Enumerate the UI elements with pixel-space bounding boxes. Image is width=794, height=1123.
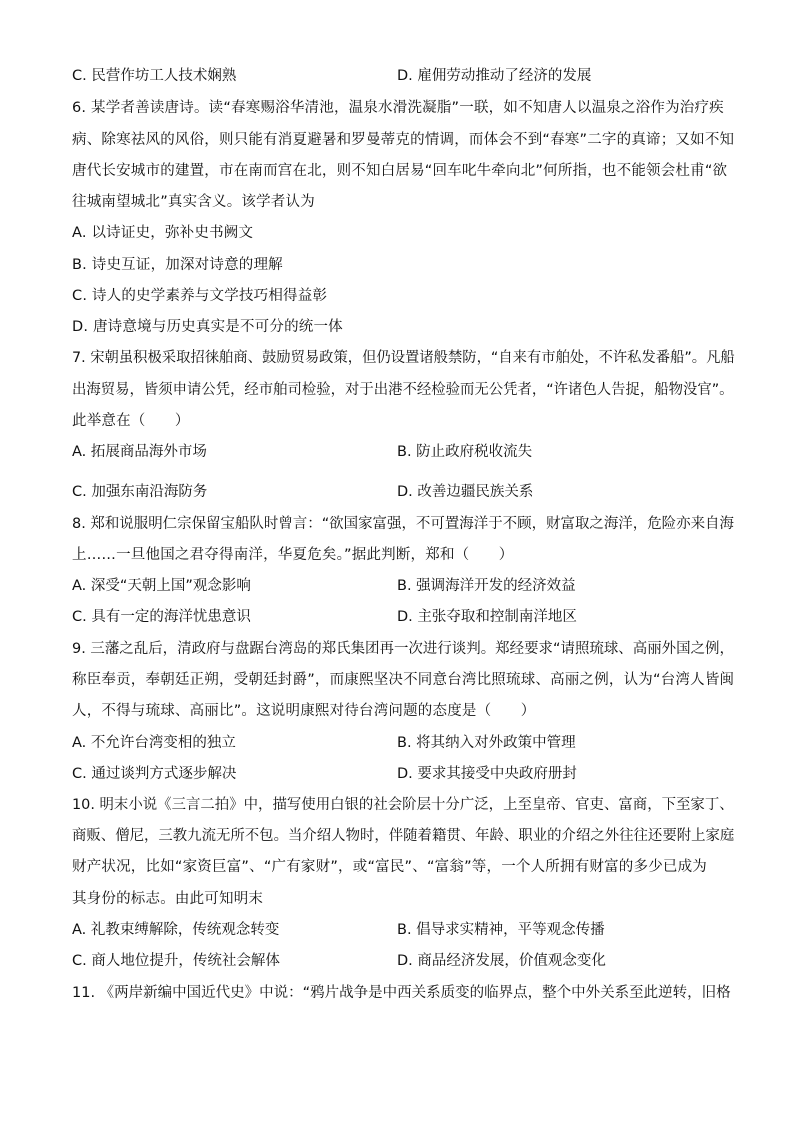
q10-stem-line: 商贩、僧尼，三教九流无所不包。当介绍人物时，伴随着籍贯、年龄、职业的介绍之外往往还要附上家庭 xyxy=(72,828,735,844)
q5-option-d: D. 雇佣劳动推动了经济的发展 xyxy=(397,68,592,84)
q9-stem-line: 人，不得与琉球、高丽比”。这说明康熙对待台湾问题的态度是（ ） xyxy=(72,703,536,719)
q7-option-c: C. 加强东南沿海防务 xyxy=(72,484,208,500)
q8-option-c: C. 具有一定的海洋忧患意识 xyxy=(72,609,251,625)
q8-stem-line: 8. 郑和说服明仁宗保留宝船队时曾言：“欲国家富强，不可置海洋于不顾，财富取之海洋，危险亦来自海 xyxy=(72,516,734,532)
q7-option-b: B. 防止政府税收流失 xyxy=(397,444,533,460)
q11-stem-line: 11. 《两岸新编中国近代史》中说：“鸦片战争是中西关系质变的临界点，整个中外关系至此逆转，旧格 xyxy=(72,985,731,1001)
q10-stem-line: 10. 明末小说《三言二拍》中，描写使用白银的社会阶层十分广泛，上至皇帝、官吏、富商，下至家丁、 xyxy=(72,797,734,813)
q6-stem-line: 往城南望城北”真实含义。该学者认为 xyxy=(72,194,315,210)
q10-stem-line: 财产状况，比如“家资巨富”、“广有家财”，或“富民”、“富翁”等，一个人所拥有财富的多少已成为 xyxy=(72,859,707,875)
q6-option-b: B. 诗史互证，加深对诗意的理解 xyxy=(72,257,283,273)
q10-option-d: D. 商品经济发展，价值观念变化 xyxy=(397,953,606,969)
q7-option-d: D. 改善边疆民族关系 xyxy=(397,484,534,500)
q7-stem-line: 出海贸易，皆须申请公凭，经市舶司检验，对于出港不经检验而无公凭者，“许诸色人告捉，船物没官”。 xyxy=(72,382,734,398)
q6-option-c: C. 诗人的史学素养与文学技巧相得益彰 xyxy=(72,288,328,304)
q7-stem-line: 7. 宋朝虽积极采取招徕舶商、鼓励贸易政策，但仍设置诸般禁防，“自来有市舶处，不许私发番船”。凡船 xyxy=(72,350,735,366)
q6-stem-line: 唐代长安城市的建置，市在南而宫在北，则不知白居易“回车叱牛牵向北”何所指，也不能领会杜甫“欲 xyxy=(72,163,728,179)
q9-stem-line: 称臣奉贡，奉朝廷正朔，受朝廷封爵”，而康熙坚决不同意台湾比照琉球、高丽之例，认为“台湾人皆闽 xyxy=(72,672,735,688)
q9-option-d: D. 要求其接受中央政府册封 xyxy=(397,766,577,782)
q8-option-d: D. 主张夺取和控制南洋地区 xyxy=(397,609,577,625)
q6-option-a: A. 以诗证史，弥补史书阙文 xyxy=(72,225,254,241)
q6-stem-line: 病、除寒祛风的风俗，则只能有消夏避暑和罗曼蒂克的情调，而体会不到“春寒”二字的真谛；又如不知 xyxy=(72,132,735,148)
q7-stem-line: 此举意在（ ） xyxy=(72,413,190,429)
q5-option-c: C. 民营作坊工人技术娴熟 xyxy=(72,68,237,84)
q10-option-b: B. 倡导求实精神，平等观念传播 xyxy=(397,922,605,938)
q6-stem-line: 6. 某学者善读唐诗。读“春寒赐浴华清池，温泉水滑洗凝脂”一联，如不知唐人以温泉之浴作为治疗疾 xyxy=(72,100,724,116)
q9-stem-line: 9. 三藩之乱后，清政府与盘踞台湾岛的郑氏集团再一次进行谈判。郑经要求“请照琉球、高丽外国之例， xyxy=(72,641,734,657)
q10-stem-line: 其身份的标志。由此可知明末 xyxy=(72,891,264,907)
q9-option-a: A. 不允许台湾变相的独立 xyxy=(72,735,236,751)
q9-option-c: C. 通过谈判方式逐步解决 xyxy=(72,766,237,782)
q8-option-b: B. 强调海洋开发的经济效益 xyxy=(397,578,576,594)
q10-option-a: A. 礼教束缚解除，传统观念转变 xyxy=(72,922,280,938)
q10-option-c: C. 商人地位提升，传统社会解体 xyxy=(72,953,280,969)
q9-option-b: B. 将其纳入对外政策中管理 xyxy=(397,735,576,751)
q6-option-d: D. 唐诗意境与历史真实是不可分的统一体 xyxy=(72,319,343,335)
q7-option-a: A. 拓展商品海外市场 xyxy=(72,444,207,460)
q8-option-a: A. 深受“天朝上国”观念影响 xyxy=(72,578,251,594)
q8-stem-line: 上……一旦他国之君夺得南洋，华夏危矣。”据此判断，郑和（ ） xyxy=(72,547,514,563)
